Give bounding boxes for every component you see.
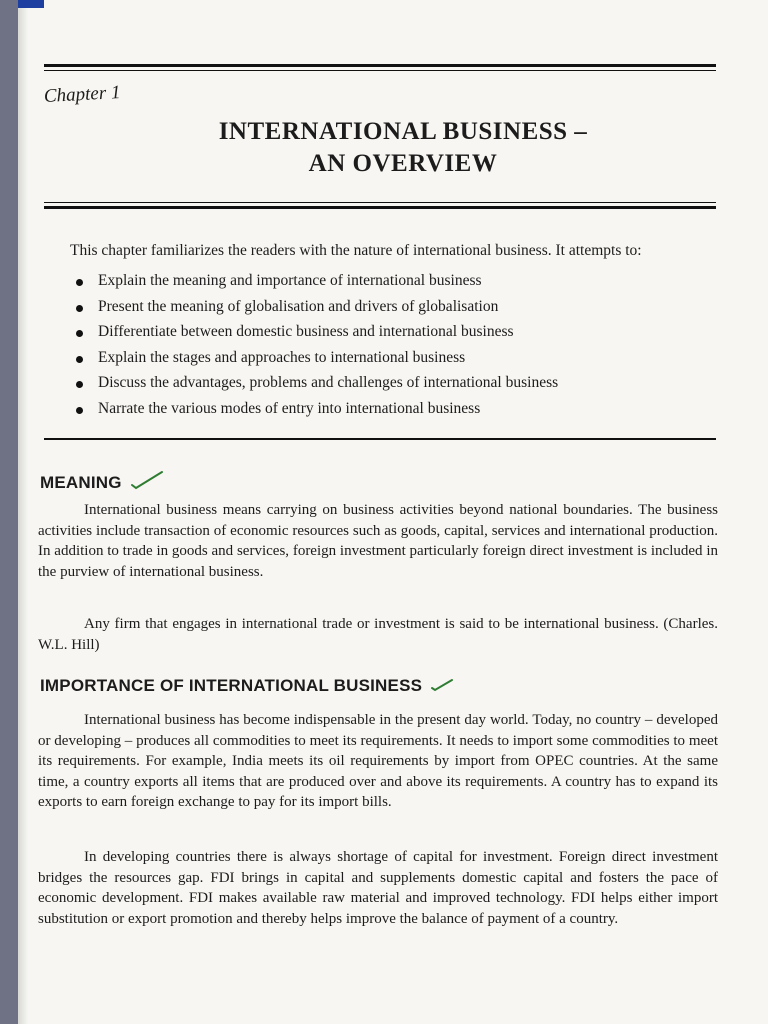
importance-heading-text: IMPORTANCE OF INTERNATIONAL BUSINESS	[40, 676, 423, 695]
chapter-title-line1: INTERNATIONAL BUSINESS –	[218, 118, 588, 145]
importance-paragraph-1: International business has become indispensable in the present day world. Today, no country – developed or developing – produces all commodities to meet its requirements. It needs to import some commodities to meet its requirements. For example, India meets its oil requirements by import from OPEC countries. At the same time, a country exports all items that are produced over and above its requirements. A country has to expand its exports to earn foreign exchange to pay for its import bills.	[38, 712, 718, 811]
importance-heading	[40, 676, 454, 696]
list-item: Explain the meaning and importance of international business	[70, 268, 710, 294]
list-item: Discuss the advantages, problems and challenges of international business	[70, 370, 710, 396]
top-rule-thick	[44, 64, 716, 67]
meaning-heading-text: MEANING	[40, 473, 122, 492]
header-rule-thin	[44, 202, 716, 203]
importance-paragraph-2: In developing countries there is always shortage of capital for investment. Foreign direct investment bridges the resources gap. FDI brings in capital and supplements domestic capital and fosters the pace of economic development. FDI makes available raw material and improved technology. FDI helps either import substitution or export promotion and thereby helps improve the balance of payment of a country.	[38, 849, 718, 927]
check-mark-stroke	[432, 680, 452, 690]
list-item: Explain the stages and approaches to international business	[70, 345, 710, 371]
top-rule-thin	[44, 70, 716, 71]
check-mark-stroke	[132, 472, 162, 488]
book-page	[18, 0, 768, 1024]
check-mark-icon	[430, 677, 454, 693]
list-item: Differentiate between domestic business and international business	[70, 319, 710, 345]
chapter-title-line2: AN OVERVIEW	[308, 150, 498, 177]
list-item: Present the meaning of globalisation and drivers of globalisation	[70, 294, 710, 320]
chapter-intro: This chapter familiarizes the readers with the nature of international business. It attempts to:	[70, 242, 642, 259]
chapter-label: Chapter 1	[43, 82, 121, 107]
objectives-rule	[44, 438, 716, 440]
blue-corner-edge	[18, 0, 44, 8]
meaning-heading	[40, 468, 164, 493]
meaning-paragraph-2: Any firm that engages in international trade or investment is said to be international business. (Charles. W.L. Hill)	[38, 616, 718, 653]
list-item: Narrate the various modes of entry into international business	[70, 396, 710, 422]
meaning-paragraph-1: International business means carrying on business activities beyond national boundaries. The business activities include transaction of economic resources such as goods, capital, services and international production. In addition to trade in goods and services, foreign investment particularly foreign direct investment is included in the purview of international business.	[38, 502, 718, 580]
header-rule-thick	[44, 206, 716, 209]
check-mark-icon	[130, 468, 164, 490]
objectives-list	[70, 268, 710, 421]
